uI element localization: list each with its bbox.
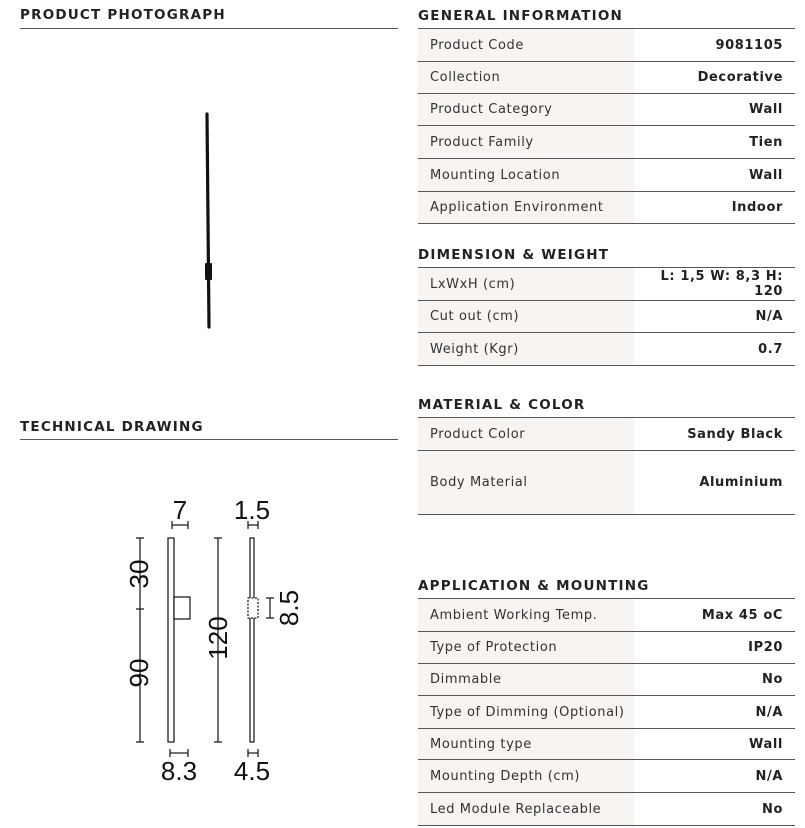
spec-value: N/A — [755, 309, 783, 324]
spec-label: Type of Dimming (Optional) — [418, 696, 634, 728]
dimension-weight-title: DIMENSION & WEIGHT — [418, 247, 610, 263]
spec-value: N/A — [755, 768, 783, 784]
material-color-title: MATERIAL & COLOR — [418, 397, 586, 413]
dim-top-depth: 1.5 — [233, 495, 271, 525]
spec-label: Application Environment — [418, 192, 634, 223]
spec-value: N/A — [755, 704, 783, 720]
wall-lamp-image — [20, 30, 398, 390]
spec-label: Weight (Kgr) — [418, 333, 634, 365]
dim-total-length: 120 — [203, 616, 233, 660]
spec-value: Decorative — [697, 70, 783, 85]
spec-row — [418, 632, 795, 664]
spec-row — [418, 599, 795, 632]
spec-label: Dimmable — [418, 664, 634, 695]
spec-label: Mounting Location — [418, 159, 634, 191]
technical-drawing-title: TECHNICAL DRAWING — [20, 419, 204, 435]
general-information-table — [418, 29, 795, 224]
spec-label: Collection — [418, 62, 634, 93]
spec-row — [418, 729, 795, 760]
spec-value: Tien — [749, 134, 783, 150]
spec-value: No — [761, 672, 783, 687]
spec-value: No — [761, 801, 783, 817]
spec-row — [418, 268, 795, 301]
spec-row — [418, 159, 795, 192]
dim-bottom-depth: 4.5 — [233, 756, 271, 786]
spec-label: Mounting Depth (cm) — [418, 760, 634, 792]
spec-row — [418, 451, 795, 515]
dim-mount-height: 8.5 — [274, 589, 304, 627]
divider — [20, 28, 398, 29]
dim-upper-length: 30 — [124, 559, 154, 589]
spec-row — [418, 696, 795, 729]
spec-label: Body Material — [418, 451, 634, 514]
spec-label: Ambient Working Temp. — [418, 599, 634, 631]
spec-value: Max 45 oC — [701, 607, 783, 623]
spec-label: Product Code — [418, 29, 634, 61]
spec-label: Type of Protection — [418, 632, 634, 663]
product-photo — [20, 30, 398, 390]
spec-label: Product Color — [418, 418, 634, 450]
spec-row — [418, 126, 795, 159]
dim-bottom-width: 8.3 — [160, 756, 198, 786]
spec-row — [418, 793, 795, 826]
spec-label: Led Module Replaceable — [418, 793, 634, 825]
divider — [20, 439, 398, 440]
material-color-table — [418, 418, 795, 515]
spec-value: Wall — [749, 167, 783, 183]
spec-row — [418, 418, 795, 451]
spec-row — [418, 192, 795, 224]
spec-row — [418, 301, 795, 333]
application-mounting-title: APPLICATION & MOUNTING — [418, 578, 650, 594]
technical-drawing — [100, 490, 320, 794]
spec-value: Wall — [749, 102, 783, 117]
dimension-weight-table — [418, 268, 795, 366]
spec-row — [418, 664, 795, 696]
spec-label: Cut out (cm) — [418, 301, 634, 332]
dim-top-width: 7 — [172, 495, 188, 525]
spec-row — [418, 29, 795, 62]
spec-value: Aluminium — [699, 475, 783, 490]
application-mounting-table — [418, 599, 795, 826]
spec-value: L: 1,5 W: 8,3 H: 120 — [660, 269, 783, 299]
spec-value: Indoor — [731, 200, 783, 215]
spec-row — [418, 760, 795, 793]
spec-label: LxWxH (cm) — [418, 268, 634, 300]
spec-value: IP20 — [748, 640, 783, 655]
product-photograph-title: PRODUCT PHOTOGRAPH — [20, 7, 226, 23]
general-information-title: GENERAL INFORMATION — [418, 8, 624, 24]
spec-label: Mounting type — [418, 729, 634, 759]
spec-value: 9081105 — [715, 37, 783, 53]
spec-label: Product Category — [418, 94, 634, 125]
spec-row — [418, 62, 795, 94]
spec-value: Wall — [749, 736, 783, 752]
technical-drawing-svg — [100, 490, 320, 790]
spec-value: 0.7 — [758, 341, 783, 357]
spec-value: Sandy Black — [687, 426, 783, 442]
spec-row — [418, 333, 795, 366]
spec-row — [418, 94, 795, 126]
spec-label: Product Family — [418, 126, 634, 158]
dim-lower-length: 90 — [124, 658, 154, 688]
